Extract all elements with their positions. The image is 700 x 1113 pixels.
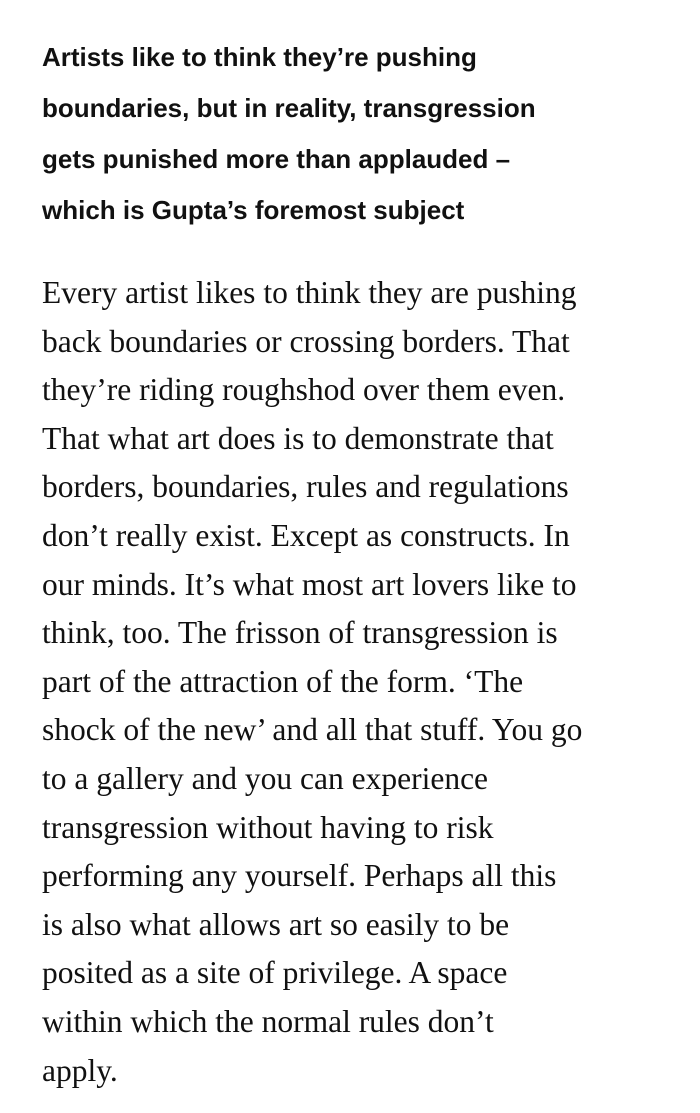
standfirst-line: Artists like to think they’re pushing (42, 42, 477, 72)
body-line: within which the normal rules don’t (42, 1003, 494, 1039)
body-line: is also what allows art so easily to be (42, 906, 510, 942)
body-line: posited as a site of privilege. A space (42, 955, 508, 991)
body-line: borders, boundaries, rules and regulations (42, 469, 569, 505)
standfirst-line: which is Gupta’s foremost subject (42, 195, 465, 225)
body-line: transgression without having to risk (42, 809, 494, 845)
body-line: performing any yourself. Perhaps all this (42, 858, 557, 894)
body-line: to a gallery and you can experience (42, 760, 489, 796)
body-line: think, too. The frisson of transgression is (42, 615, 558, 651)
body-line: apply. (42, 1052, 118, 1088)
body-paragraph (42, 269, 682, 1095)
body-line: shock of the new’ and all that stuff. You go (42, 712, 583, 748)
standfirst-line: gets punished more than applauded – (42, 144, 511, 174)
standfirst-heading (42, 32, 672, 236)
body-line: part of the attraction of the form. ‘The (42, 663, 524, 699)
body-line: back boundaries or crossing borders. That (42, 323, 570, 359)
body-line: Every artist likes to think they are pushing (42, 275, 577, 310)
body-line: don’t really exist. Except as constructs. In (42, 517, 570, 553)
body-line: That what art does is to demonstrate that (42, 420, 554, 456)
body-line: our minds. It’s what most art lovers like to (42, 566, 577, 602)
body-line: they’re riding roughshod over them even. (42, 372, 566, 408)
standfirst-line: boundaries, but in reality, transgression (42, 93, 536, 123)
